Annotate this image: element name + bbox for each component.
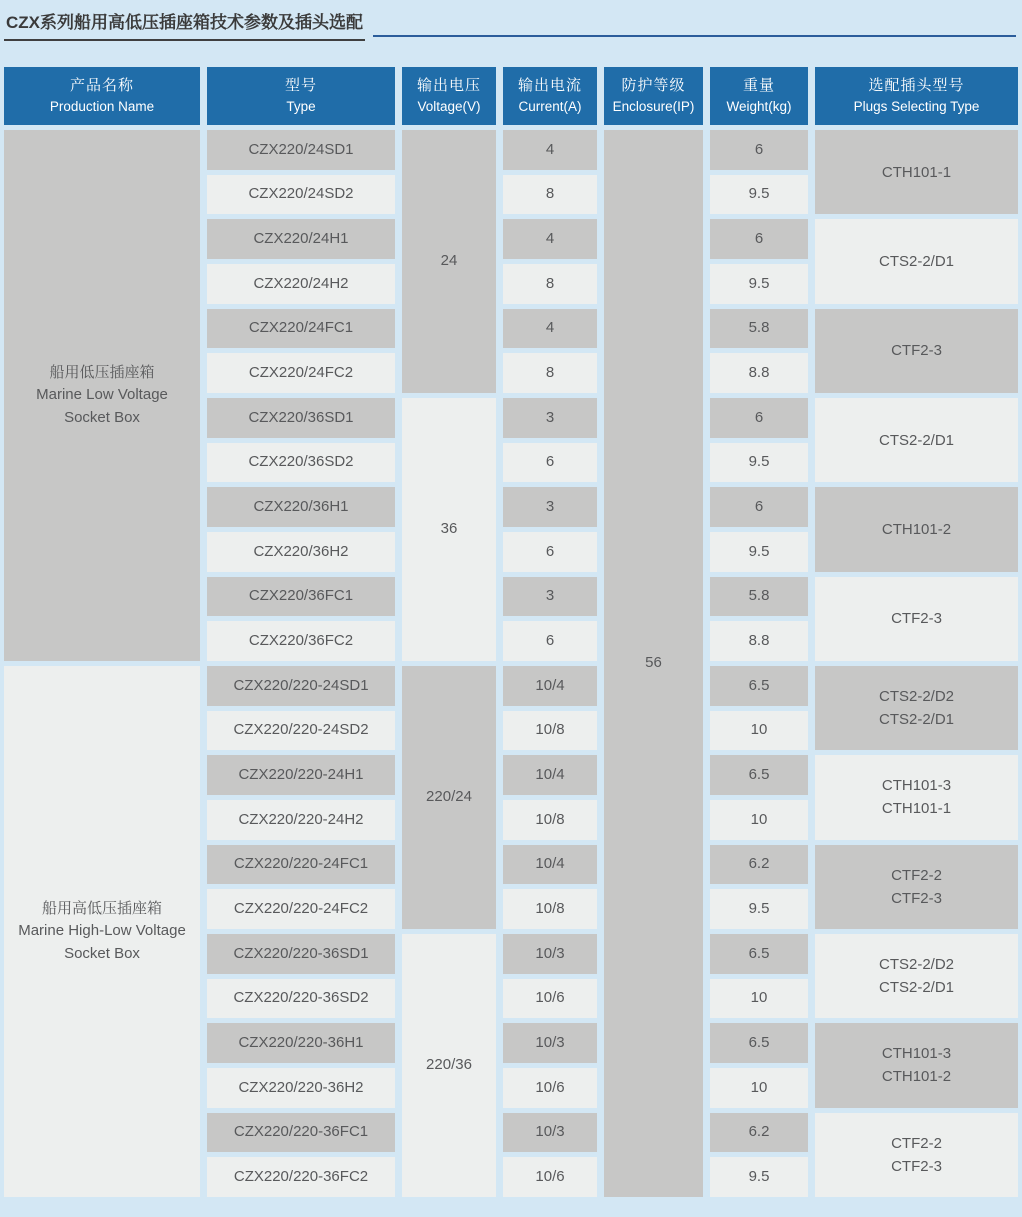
weight-cell: 6 xyxy=(710,219,808,259)
current-cell: 10/6 xyxy=(503,979,597,1019)
current-cell: 8 xyxy=(503,175,597,215)
page-title-bar xyxy=(4,8,1018,41)
header-production-name: 产品名称 Production Name xyxy=(4,67,200,125)
page-title: CZX系列船用高低压插座箱技术参数及插头选配 xyxy=(4,8,365,41)
current-cell: 10/3 xyxy=(503,1023,597,1063)
current-cell: 8 xyxy=(503,353,597,393)
type-cell: CZX220/24SD1 xyxy=(207,130,395,170)
weight-cell: 6.5 xyxy=(710,1023,808,1063)
weight-cell: 6.5 xyxy=(710,934,808,974)
header-type: 型号 Type xyxy=(207,67,395,125)
current-cell: 10/6 xyxy=(503,1068,597,1108)
spec-table xyxy=(4,67,1018,1197)
type-cell: CZX220/36H2 xyxy=(207,532,395,572)
plug-cell: CTS2-2/D1 xyxy=(815,398,1018,482)
current-cell: 10/8 xyxy=(503,711,597,751)
plug-cell: CTF2-2 CTF2-3 xyxy=(815,845,1018,929)
type-cell: CZX220/36FC2 xyxy=(207,621,395,661)
weight-cell: 10 xyxy=(710,711,808,751)
current-cell: 10/4 xyxy=(503,845,597,885)
weight-cell: 9.5 xyxy=(710,264,808,304)
plug-cell: CTF2-3 xyxy=(815,309,1018,393)
weight-cell: 10 xyxy=(710,1068,808,1108)
type-cell: CZX220/220-36FC2 xyxy=(207,1157,395,1197)
current-cell: 10/3 xyxy=(503,934,597,974)
type-cell: CZX220/220-36H2 xyxy=(207,1068,395,1108)
header-enclosure: 防护等级 Enclosure(IP) xyxy=(604,67,703,125)
current-cell: 10/3 xyxy=(503,1113,597,1153)
current-cell: 4 xyxy=(503,219,597,259)
type-cell: CZX220/220-24H1 xyxy=(207,755,395,795)
header-voltage: 输出电压 Voltage(V) xyxy=(402,67,496,125)
type-cell: CZX220/220-24FC1 xyxy=(207,845,395,885)
type-cell: CZX220/24H2 xyxy=(207,264,395,304)
plug-cell: CTH101-1 xyxy=(815,130,1018,214)
current-cell: 3 xyxy=(503,487,597,527)
type-cell: CZX220/36SD1 xyxy=(207,398,395,438)
header-weight: 重量 Weight(kg) xyxy=(710,67,808,125)
type-cell: CZX220/220-36SD1 xyxy=(207,934,395,974)
current-cell: 6 xyxy=(503,443,597,483)
weight-cell: 10 xyxy=(710,800,808,840)
weight-cell: 8.8 xyxy=(710,621,808,661)
current-cell: 10/8 xyxy=(503,800,597,840)
weight-cell: 9.5 xyxy=(710,1157,808,1197)
plug-cell: CTS2-2/D1 xyxy=(815,219,1018,303)
header-current: 输出电流 Current(A) xyxy=(503,67,597,125)
type-cell: CZX220/220-24H2 xyxy=(207,800,395,840)
current-cell: 10/4 xyxy=(503,666,597,706)
voltage-cell: 220/24 xyxy=(402,666,496,929)
type-cell: CZX220/24SD2 xyxy=(207,175,395,215)
weight-cell: 6 xyxy=(710,398,808,438)
voltage-cell: 36 xyxy=(402,398,496,661)
current-cell: 3 xyxy=(503,398,597,438)
title-rule xyxy=(373,35,1016,37)
current-cell: 3 xyxy=(503,577,597,617)
plug-cell: CTH101-2 xyxy=(815,487,1018,571)
product-cell: 船用低压插座箱 Marine Low Voltage Socket Box xyxy=(4,130,200,661)
weight-cell: 8.8 xyxy=(710,353,808,393)
weight-cell: 5.8 xyxy=(710,577,808,617)
plug-cell: CTH101-3 CTH101-1 xyxy=(815,755,1018,839)
plug-cell: CTS2-2/D2 CTS2-2/D1 xyxy=(815,934,1018,1018)
current-cell: 6 xyxy=(503,532,597,572)
weight-cell: 6.2 xyxy=(710,1113,808,1153)
weight-cell: 9.5 xyxy=(710,443,808,483)
weight-cell: 6 xyxy=(710,487,808,527)
type-cell: CZX220/220-36H1 xyxy=(207,1023,395,1063)
plug-cell: CTH101-3 CTH101-2 xyxy=(815,1023,1018,1107)
type-cell: CZX220/36SD2 xyxy=(207,443,395,483)
weight-cell: 6 xyxy=(710,130,808,170)
weight-cell: 9.5 xyxy=(710,889,808,929)
type-cell: CZX220/24FC2 xyxy=(207,353,395,393)
type-cell: CZX220/220-24FC2 xyxy=(207,889,395,929)
weight-cell: 10 xyxy=(710,979,808,1019)
voltage-cell: 220/36 xyxy=(402,934,496,1197)
voltage-cell: 24 xyxy=(402,130,496,393)
weight-cell: 9.5 xyxy=(710,175,808,215)
enclosure-cell: 56 xyxy=(604,130,703,1197)
type-cell: CZX220/220-36SD2 xyxy=(207,979,395,1019)
type-cell: CZX220/220-36FC1 xyxy=(207,1113,395,1153)
weight-cell: 9.5 xyxy=(710,532,808,572)
current-cell: 10/8 xyxy=(503,889,597,929)
current-cell: 6 xyxy=(503,621,597,661)
type-cell: CZX220/24FC1 xyxy=(207,309,395,349)
type-cell: CZX220/220-24SD2 xyxy=(207,711,395,751)
plug-cell: CTF2-3 xyxy=(815,577,1018,661)
weight-cell: 5.8 xyxy=(710,309,808,349)
weight-cell: 6.2 xyxy=(710,845,808,885)
weight-cell: 6.5 xyxy=(710,755,808,795)
current-cell: 8 xyxy=(503,264,597,304)
current-cell: 4 xyxy=(503,309,597,349)
current-cell: 4 xyxy=(503,130,597,170)
current-cell: 10/6 xyxy=(503,1157,597,1197)
type-cell: CZX220/36H1 xyxy=(207,487,395,527)
header-plugs: 选配插头型号 Plugs Selecting Type xyxy=(815,67,1018,125)
type-cell: CZX220/36FC1 xyxy=(207,577,395,617)
product-cell: 船用高低压插座箱 Marine High-Low Voltage Socket Box xyxy=(4,666,200,1197)
weight-cell: 6.5 xyxy=(710,666,808,706)
plug-cell: CTF2-2 CTF2-3 xyxy=(815,1113,1018,1197)
plug-cell: CTS2-2/D2 CTS2-2/D1 xyxy=(815,666,1018,750)
current-cell: 10/4 xyxy=(503,755,597,795)
type-cell: CZX220/24H1 xyxy=(207,219,395,259)
type-cell: CZX220/220-24SD1 xyxy=(207,666,395,706)
